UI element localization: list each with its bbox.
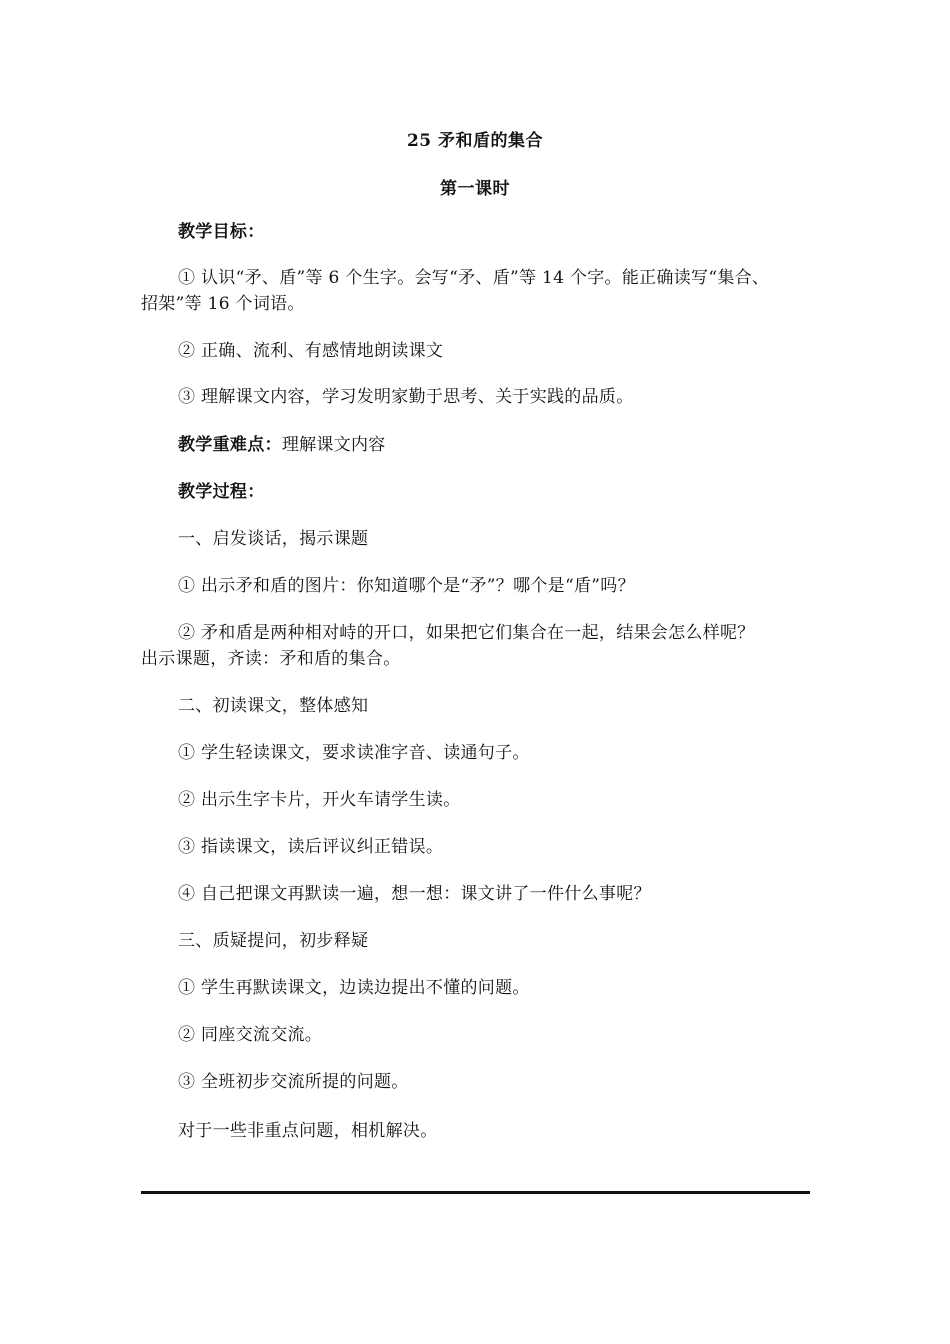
lesson-subtitle: 第一课时 (440, 179, 510, 199)
section-3-note: 对于一些非重点问题，相机解决。 (178, 1121, 438, 1141)
document-title: 25 矛和盾的集合 (406, 131, 544, 151)
section-2-item-1: ① 学生轻读课文，要求读准字音、读通句子。 (178, 743, 530, 763)
process-heading: 教学过程： (178, 482, 265, 502)
section-2-heading: 二、初读课文，整体感知 (178, 696, 369, 716)
section-3-heading: 三、质疑提问，初步释疑 (178, 931, 369, 951)
section-3-item-3: ③ 全班初步交流所提的问题。 (178, 1072, 409, 1092)
key-points-value: 理解课文内容 (281, 435, 386, 455)
section-1-item-2-line-2: 出示课题，齐读：矛和盾的集合。 (141, 649, 401, 669)
key-points (178, 433, 386, 457)
section-3-item-1: ① 学生再默读课文，边读边提出不懂的问题。 (178, 978, 530, 998)
section-2-item-3: ③ 指读课文，读后评议纠正错误。 (178, 837, 444, 857)
section-1-item-1: ① 出示矛和盾的图片：你知道哪个是“矛”？哪个是“盾”吗？ (178, 576, 635, 596)
section-1-heading: 一、启发谈话，揭示课题 (178, 529, 369, 549)
key-points-label: 教学重难点： (178, 435, 282, 455)
section-1-item-2-line-1: ② 矛和盾是两种相对峙的开口，如果把它们集合在一起，结果会怎么样呢？ (178, 623, 755, 643)
objective-2: ② 正确、流利、有感情地朗读课文 (178, 341, 444, 361)
footer-divider (141, 1191, 810, 1194)
section-2-item-4: ④ 自己把课文再默读一遍，想一想：课文讲了一件什么事呢？ (178, 884, 651, 904)
objective-1-line-1: ① 认识“矛、盾”等 6 个生字。会写“矛、盾”等 14 个字。能正确读写“集合、 (178, 268, 770, 288)
objective-1-line-2: 招架”等 16 个词语。 (141, 294, 305, 314)
section-3-item-2: ② 同座交流交流。 (178, 1025, 323, 1045)
objectives-heading: 教学目标： (178, 222, 265, 242)
objective-3: ③ 理解课文内容，学习发明家勤于思考、关于实践的品质。 (178, 387, 634, 407)
section-2-item-2: ② 出示生字卡片，开火车请学生读。 (178, 790, 461, 810)
